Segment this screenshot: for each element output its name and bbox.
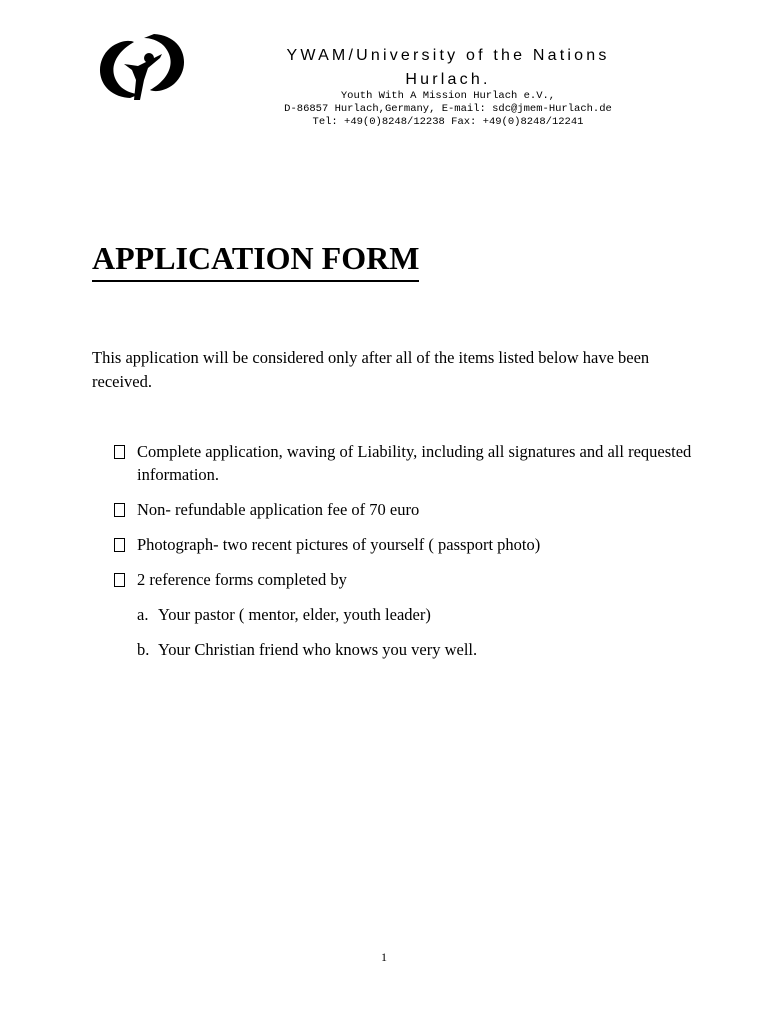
list-item (114, 568, 704, 591)
sub-list-item (114, 638, 704, 661)
organization-title-line1: YWAM/University of the Nations (286, 47, 610, 64)
list-item-text: Non- refundable application fee of 70 euro (137, 500, 420, 519)
checkbox-icon (114, 503, 125, 517)
list-item (114, 533, 704, 556)
list-item (114, 498, 704, 521)
organization-title (248, 44, 648, 92)
list-item-text: 2 reference forms completed by (137, 570, 347, 589)
intro-paragraph: This application will be considered only after all of the items listed below have been received. (92, 348, 650, 391)
sub-list-text: Your pastor ( mentor, elder, youth leader) (158, 605, 431, 624)
page-number: 1 (381, 950, 387, 964)
page-title: APPLICATION FORM (92, 236, 419, 282)
checkbox-icon (114, 573, 125, 587)
sub-list-item (114, 603, 704, 626)
list-item-text: Photograph- two recent pictures of yourself ( passport photo) (137, 535, 541, 554)
checkbox-icon (114, 445, 125, 459)
list-item (114, 440, 704, 486)
ywam-logo (94, 28, 190, 104)
sub-list-marker: a. (137, 605, 149, 624)
address-line2: D-86857 Hurlach,Germany, E-mail: sdc@jmem-Hurlach.de (284, 103, 612, 115)
sub-list-text: Your Christian friend who knows you very well. (158, 640, 478, 659)
address-line1: Youth With A Mission Hurlach e.V., (340, 90, 556, 102)
requirements-list (114, 440, 704, 673)
sub-list-marker: b. (137, 640, 150, 659)
contact-line: Tel: +49(0)8248/12238 Fax: +49(0)8248/12241 (312, 116, 584, 128)
organization-title-line2: Hurlach. (405, 71, 491, 88)
checkbox-icon (114, 538, 125, 552)
list-item-text: Complete application, waving of Liability, including all signatures and all requested information. (137, 442, 692, 484)
